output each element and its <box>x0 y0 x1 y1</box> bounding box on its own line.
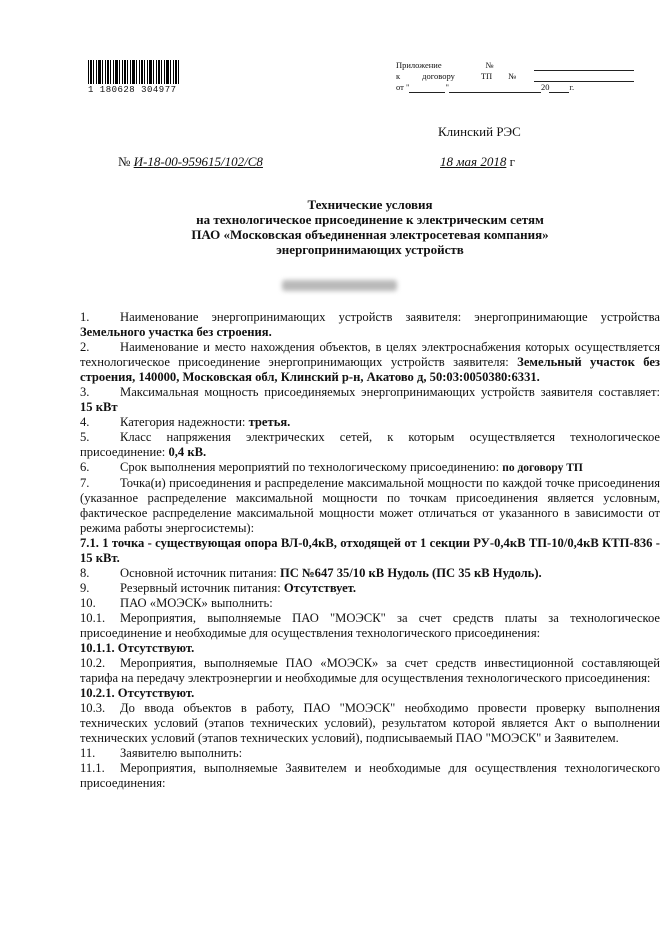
attachment-line-3 <box>396 82 636 93</box>
paragraph: 8. Основной источник питания: ПС №647 35/10 кВ Нудоль (ПС 35 кВ Нудоль). <box>80 566 542 580</box>
paragraph: 11. Заявителю выполнить: <box>80 746 243 760</box>
paragraph: 10.2.1. Отсутствуют. <box>80 686 195 700</box>
document-number-label: № <box>118 154 131 169</box>
attachment-month-blank <box>449 83 541 93</box>
paragraph: 7.1. 1 точка - существующая опора ВЛ-0,4кВ, отходящей от 1 секции РУ-0,4кВ ТП-10/0,4кВ КТП-836 - 15 кВт. <box>80 536 660 565</box>
paragraph: 3. Максимальная мощность присоединяемых энергопринимающих устройств заявителя составляет: 15 кВт <box>80 385 660 414</box>
attachment-tp-no: № <box>508 71 517 81</box>
attachment-contract-blank <box>534 72 634 82</box>
attachment-day-blank <box>409 83 445 93</box>
title-line: энергопринимающих устройств <box>276 242 464 257</box>
barcode-bars <box>88 60 180 84</box>
paragraph: 10. ПАО «МОЭСК» выполнить: <box>80 596 273 610</box>
attachment-contract: договору <box>422 71 455 81</box>
document-date-value: 18 мая 2018 <box>440 154 507 169</box>
attachment-line-1 <box>396 60 636 71</box>
paragraph: 11.1. Мероприятия, выполняемые Заявителем и необходимые для осуществления технологического присоединения: <box>80 761 660 790</box>
attachment-year: 20 <box>540 82 550 92</box>
title-line: на технологическое присоединение к электрическим сетям <box>196 212 544 227</box>
attachment-quote: " <box>445 82 449 92</box>
paragraph: 10.1.1. Отсутствуют. <box>80 641 195 655</box>
barcode <box>88 60 180 95</box>
redacted-name <box>282 280 397 291</box>
paragraph: 10.2. Мероприятия, выполняемые ПАО «МОЭСК» за счет средств инвестиционной составляющей тарифа на передачу электроэнергии и необходимые для осуществления технологического присоединения: <box>80 656 660 685</box>
paragraph: 7. Точка(и) присоединения и распределение максимальной мощности по каждой точке присоединения (указанное распределение максимальной мощности по точкам присоединения является условным, фактическое распределение максимальной мощности может отличаться от указанного в зависимости от режима работы энергосистемы): <box>80 476 660 535</box>
attachment-year-blank <box>549 83 569 93</box>
document-number-value: И-18-00-959615/102/С8 <box>133 154 263 169</box>
paragraph: 10.3. До ввода объектов в работу, ПАО "МОЭСК" необходимо провести проверку выполнения технических условий (этапов технических условий), результатом которой является Акт о выполнении технических условий (этапов технических условий), подписываемый ПАО "МОЭСК" и Заявителем. <box>80 701 660 745</box>
document-body <box>80 310 660 791</box>
paragraph: 6. Срок выполнения мероприятий по технологическому присоединению: по договору ТП <box>80 460 583 474</box>
attachment-label: Приложение <box>396 60 442 70</box>
document-title <box>80 197 660 257</box>
title-line: Технические условия <box>307 197 433 212</box>
attachment-number-blank <box>534 61 634 71</box>
attachment-line-2 <box>396 71 636 82</box>
attachment-from: от " <box>396 82 410 92</box>
paragraph: 10.1. Мероприятия, выполняемые ПАО "МОЭСК" за счет средств платы за технологическое присоединение и необходимые для осуществления технологического присоединения: <box>80 611 660 640</box>
attachment-no-sign: № <box>485 60 494 70</box>
paragraph: 9. Резервный источник питания: Отсутствует. <box>80 581 357 595</box>
document-date-suffix: г <box>509 154 515 169</box>
paragraph: 4. Категория надежности: третья. <box>80 415 291 429</box>
paragraph: 5. Класс напряжения электрических сетей, к которым осуществляется технологическое присоединение: 0,4 кВ. <box>80 430 660 459</box>
document-date <box>440 154 515 170</box>
attachment-block <box>396 60 636 93</box>
attachment-tp: ТП <box>480 71 493 81</box>
paragraph: 2. Наименование и место нахождения объектов, в целях электроснабжения которых осуществляется технологическое присоединение энергопринимающих устройств заявителя: Земельный участок без строения, 140000, Московская обл, Клинский р-н, Акатово д, 50:03:0050380:6331. <box>80 340 660 384</box>
document-number <box>118 154 263 170</box>
branch-name: Клинский РЭС <box>438 124 521 139</box>
paragraph: 1. Наименование энергопринимающих устройств заявителя: энергопринимающие устройства Земельного участка без строения. <box>80 310 660 339</box>
barcode-number: 1 180628 304977 <box>88 85 177 95</box>
attachment-to: к <box>396 71 401 81</box>
attachment-year-suffix: г. <box>569 82 575 92</box>
title-line: ПАО «Московская объединенная электросетевая компания» <box>191 227 549 242</box>
